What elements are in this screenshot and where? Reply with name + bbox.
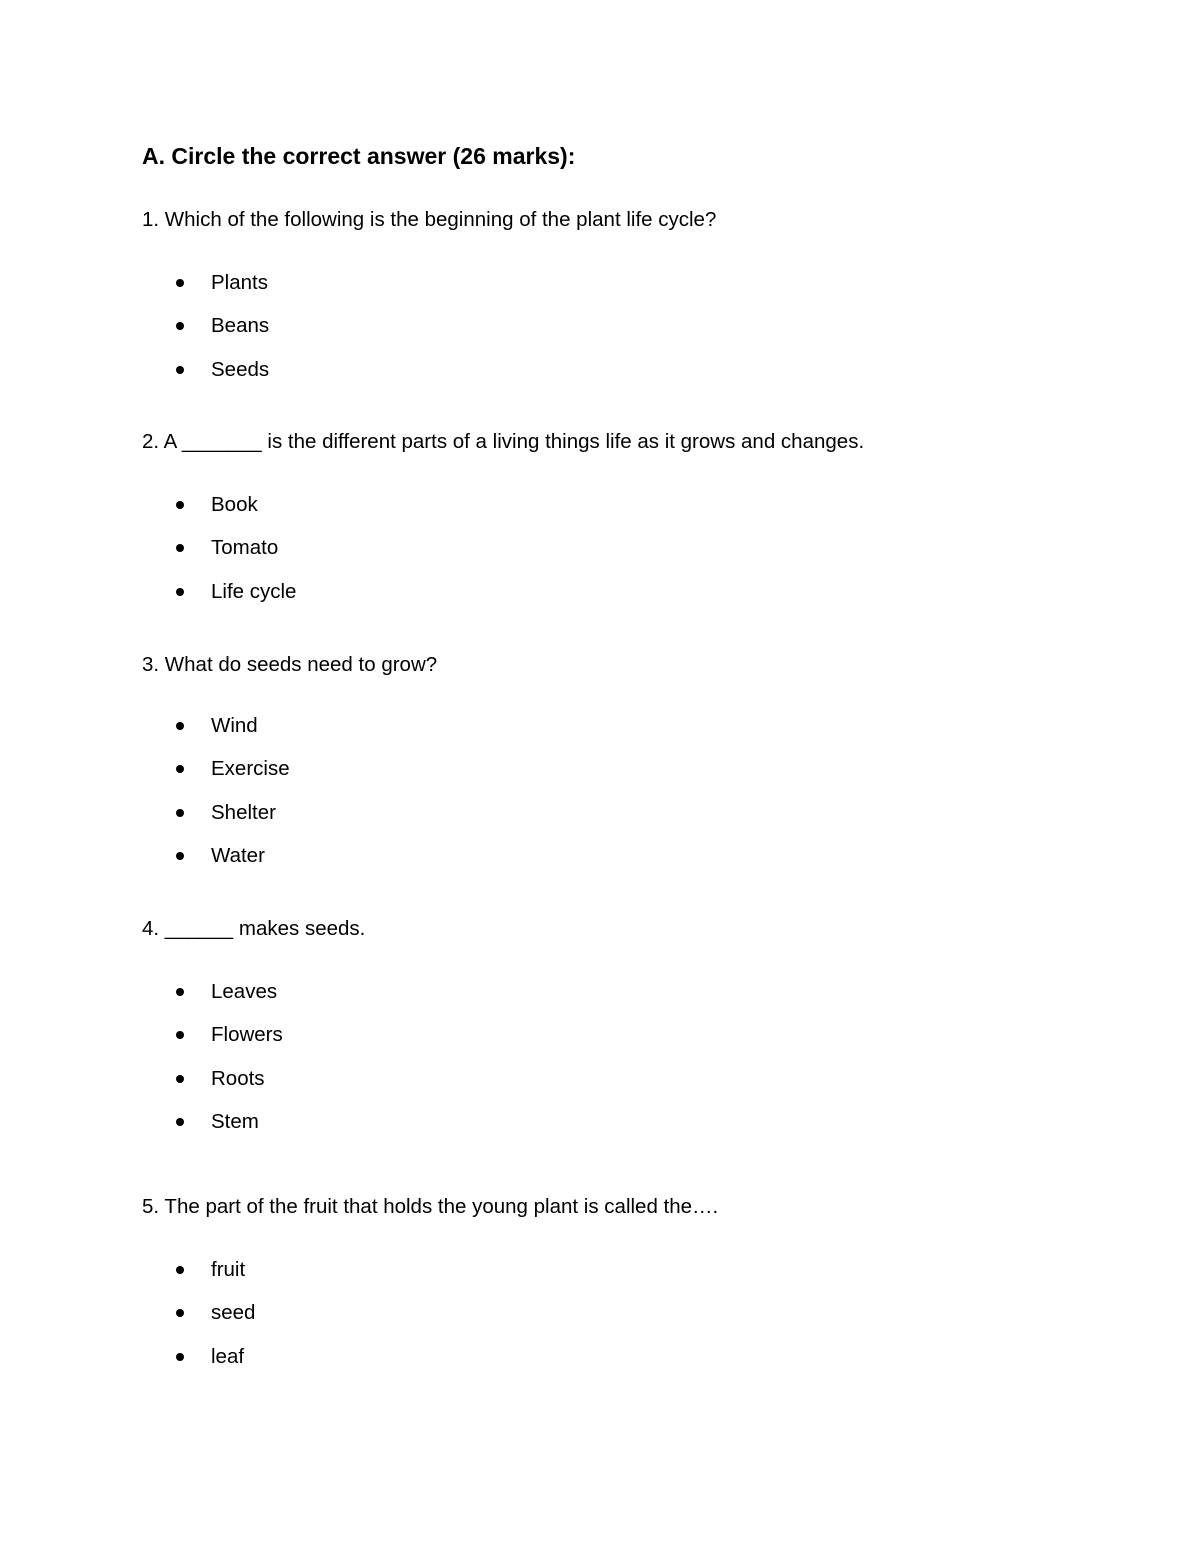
option-label: Shelter [211,800,276,824]
question-3: 3. What do seeds need to grow? [142,653,438,676]
bullet-icon [176,1075,184,1083]
option-label: leaf [211,1344,245,1368]
question-4: 4. ______ makes seeds. [142,917,366,940]
bullet-icon [176,1309,184,1317]
option-label: Life cycle [211,579,297,603]
question-5: 5. The part of the fruit that holds the young plant is called the…. [142,1195,719,1218]
bullet-icon [176,1266,184,1274]
bullet-icon [176,1118,184,1126]
option-label: Exercise [211,757,290,781]
question-1: 1. Which of the following is the beginning of the plant life cycle? [142,208,717,231]
bullet-icon [176,1353,184,1361]
section-heading: A. Circle the correct answer (26 marks): [142,143,576,169]
option-label: Roots [211,1066,265,1090]
option-label: Book [211,493,258,516]
bullet-icon [176,544,184,552]
option-label: seed [211,1301,256,1325]
option-label: Seeds [211,357,270,381]
bullet-icon [176,1031,184,1039]
bullet-icon [176,366,184,374]
option-label: Wind [211,714,258,737]
option-label: Plants [211,271,268,294]
bullet-icon [176,765,184,773]
bullet-icon [176,809,184,817]
bullet-icon [176,852,184,860]
option-label: Leaves [211,980,278,1003]
bullet-icon [176,322,184,330]
bullet-icon [176,501,184,509]
option-label: fruit [211,1258,246,1281]
bullet-icon [176,588,184,596]
option-label: Water [211,843,265,867]
option-label: Stem [211,1109,259,1133]
bullet-icon [176,988,184,996]
option-label: Tomato [211,536,279,560]
question-2: 2. A _______ is the different parts of a living things life as it grows and changes. [142,430,865,453]
bullet-icon [176,279,184,287]
option-label: Flowers [211,1023,283,1047]
option-label: Beans [211,314,270,338]
bullet-icon [176,722,184,730]
